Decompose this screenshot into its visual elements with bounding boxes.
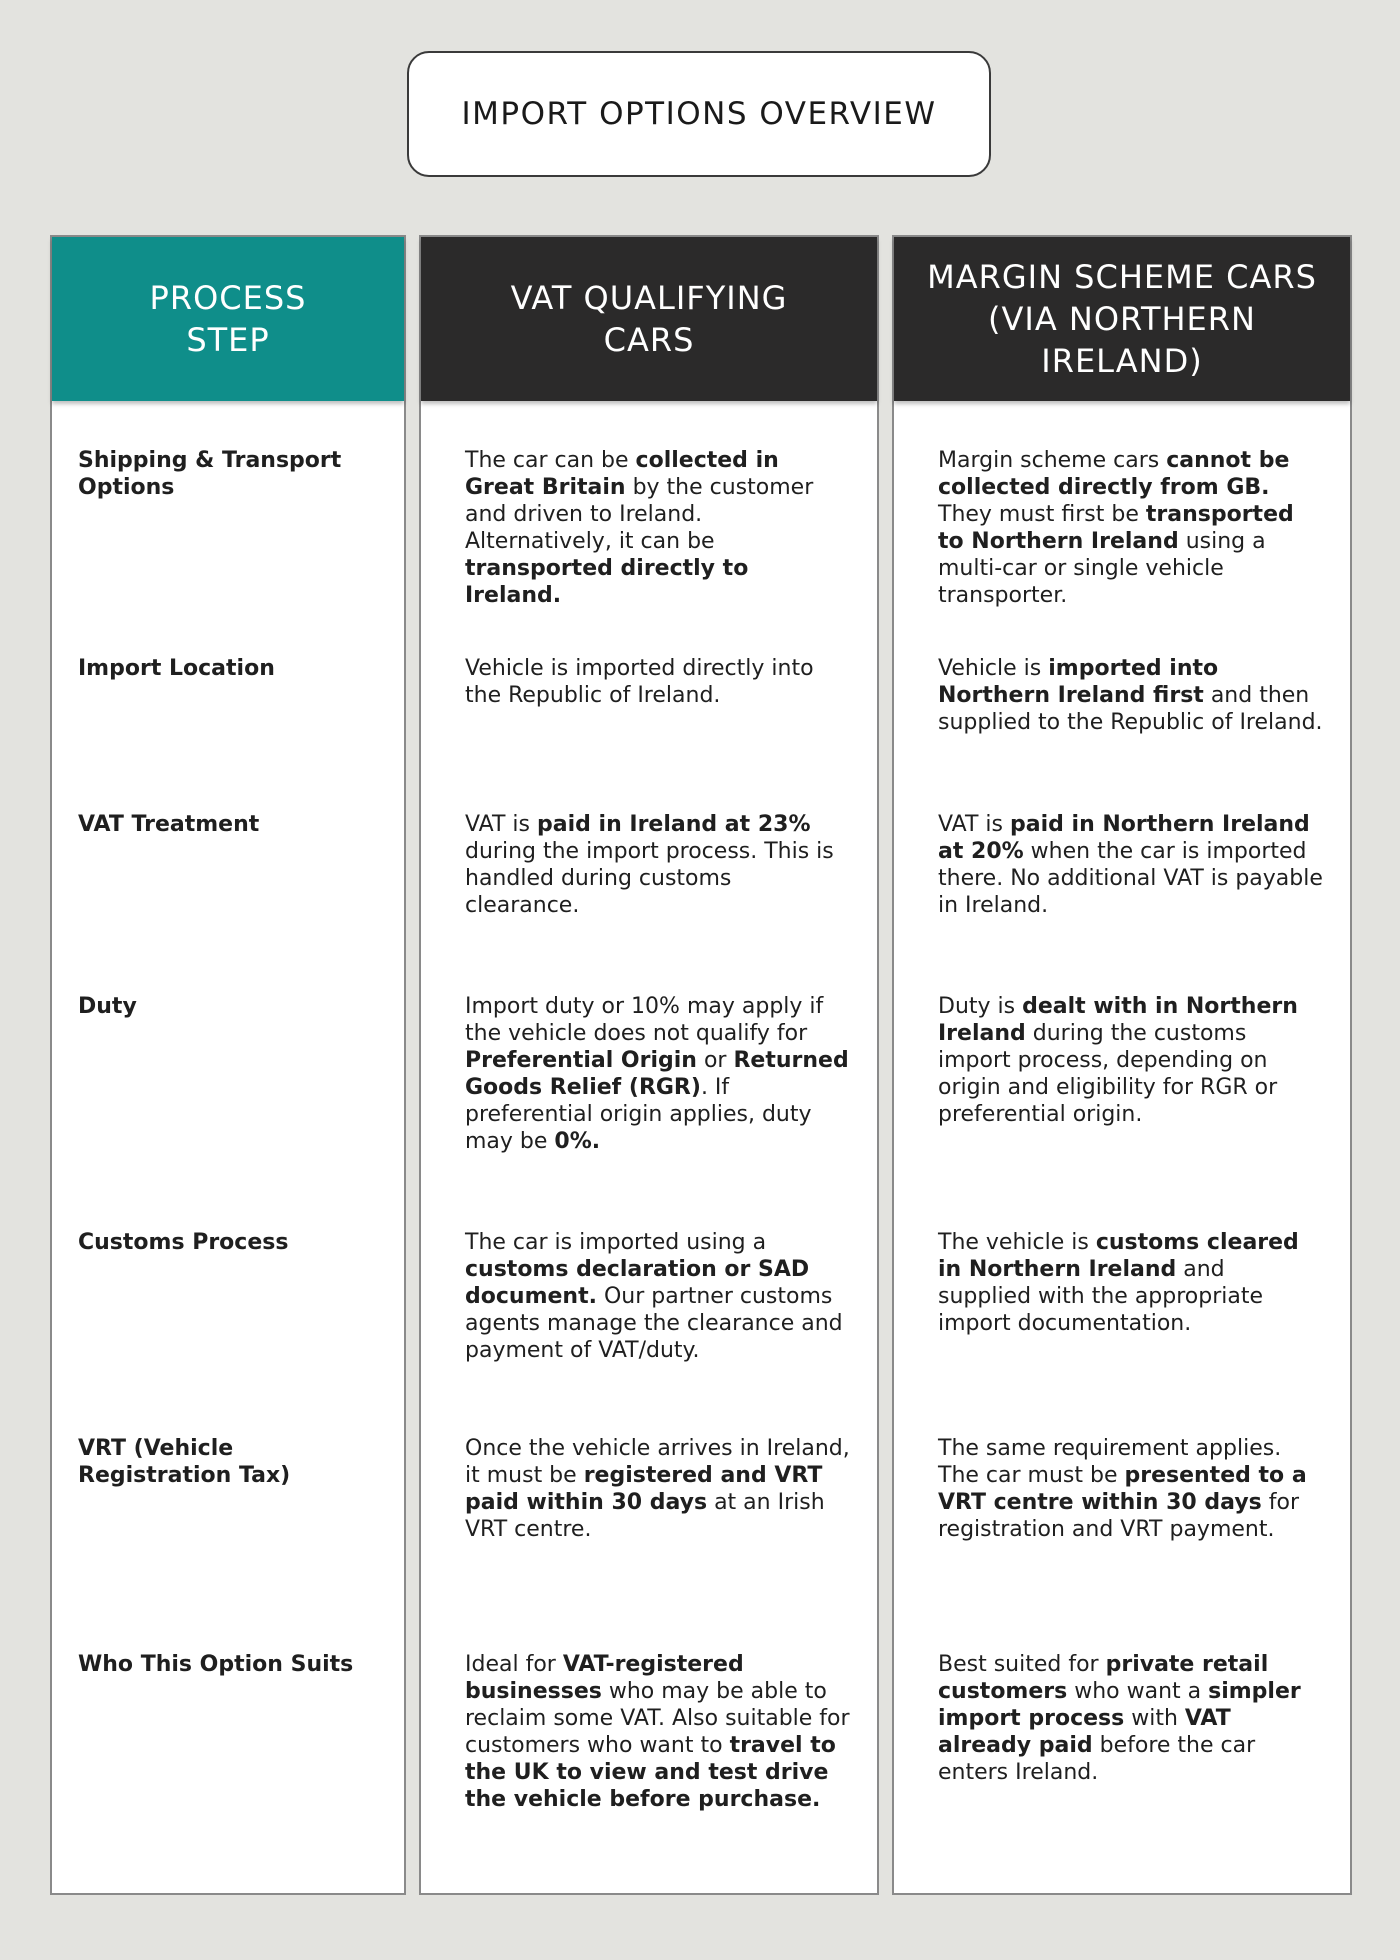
header-line: STEP	[186, 321, 270, 359]
row-vat-cell: The car can be collected in Great Britain by the customer and driven to Ireland. Alternatively, it can be transported directly to Ireland.	[465, 448, 814, 608]
row-margin-cell: Margin scheme cars cannot be collected directly from GB. They must first be transported to Northern Ireland using a multi-car or single vehicle transporter.	[938, 448, 1294, 608]
row-step-label: Duty	[78, 994, 137, 1019]
row-step-label: Who This Option Suits	[78, 1652, 354, 1677]
column-header-vat-qualifying	[421, 237, 877, 401]
header-line: PROCESS	[149, 279, 307, 317]
row-margin-cell: The same requirement applies. The car must be presented to a VRT centre within 30 days for registration and VRT payment.	[938, 1436, 1307, 1542]
column-header-process-step	[52, 237, 404, 401]
page-title: IMPORT OPTIONS OVERVIEW	[461, 96, 937, 132]
column-process-step	[50, 235, 406, 1895]
title-box	[407, 51, 991, 177]
row-margin-cell: Best suited for private retail customers who want a simpler import process with VAT already paid before the car enters Ireland.	[938, 1652, 1301, 1785]
row-margin-cell: Vehicle is imported into Northern Ireland first and then supplied to the Republic of Ireland.	[938, 656, 1323, 735]
row-vat-cell: Vehicle is imported directly into the Republic of Ireland.	[465, 656, 814, 708]
header-line: VAT QUALIFYING	[510, 279, 788, 317]
header-line: MARGIN SCHEME CARS	[927, 258, 1317, 296]
header-line: IRELAND)	[1041, 342, 1203, 380]
header-line: (VIA NORTHERN	[988, 300, 1256, 338]
row-vat-cell: Import duty or 10% may apply if the vehicle does not qualify for Preferential Origin or Returned Goods Relief (RGR). If preferential origin applies, duty may be 0%.	[465, 994, 849, 1154]
row-step-label: VAT Treatment	[78, 812, 260, 837]
row-step-label: Customs Process	[78, 1230, 289, 1255]
row-vat-cell: VAT is paid in Ireland at 23% during the import process. This is handled during customs clearance.	[465, 812, 834, 918]
column-margin-scheme	[892, 235, 1352, 1895]
row-step-label: Shipping & Transport Options	[78, 448, 342, 500]
row-step-label: Import Location	[78, 656, 275, 681]
row-step-label: VRT (Vehicle Registration Tax)	[78, 1436, 291, 1488]
row-vat-cell: The car is imported using a customs declaration or SAD document. Our partner customs agents manage the clearance and payment of VAT/duty.	[465, 1230, 843, 1363]
column-vat-qualifying	[419, 235, 879, 1895]
row-margin-cell: VAT is paid in Northern Ireland at 20% when the car is imported there. No additional VAT is payable in Ireland.	[938, 812, 1323, 918]
row-vat-cell: Once the vehicle arrives in Ireland, it must be registered and VRT paid within 30 days at an Irish VRT centre.	[465, 1436, 850, 1542]
row-margin-cell: Duty is dealt with in Northern Ireland during the customs import process, depending on origin and eligibility for RGR or preferential origin.	[938, 994, 1298, 1127]
column-header-margin-scheme	[894, 237, 1350, 401]
header-line: CARS	[603, 321, 695, 359]
row-margin-cell: The vehicle is customs cleared in Northern Ireland and supplied with the appropriate import documentation.	[938, 1230, 1299, 1336]
row-vat-cell: Ideal for VAT-registered businesses who may be able to reclaim some VAT. Also suitable for customers who want to travel to the UK to view and test drive the vehicle before purchase.	[465, 1652, 850, 1812]
